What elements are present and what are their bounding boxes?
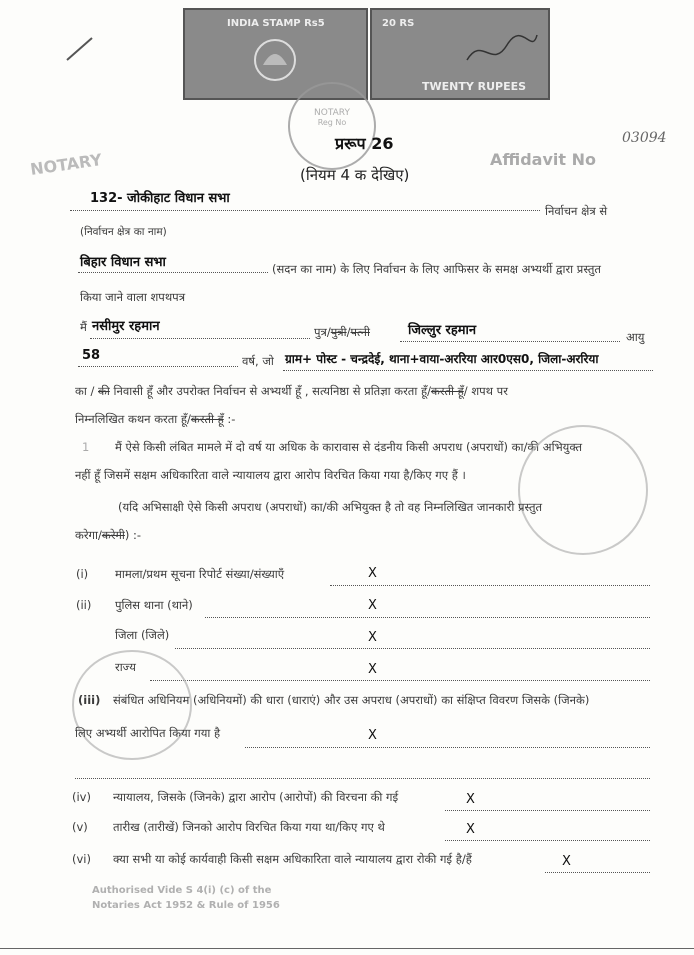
item-3-value: X [368, 728, 377, 743]
item-4-underline [445, 810, 650, 811]
item-1-num: (i) [76, 567, 89, 581]
item-state-value: X [368, 662, 377, 677]
seal-top-small: Reg No [317, 118, 347, 127]
seal-top-text: NOTARY [314, 108, 350, 118]
handwritten-number: 03094 [622, 130, 667, 146]
name-underline [90, 338, 310, 339]
father-underline [400, 341, 620, 342]
item-5-label: तारीख (तारीखें) जिनको आरोप विरचित किया गया था/किए गए थे [113, 820, 385, 834]
statement-line: निम्नलिखित कथन करता हूँ/करती हूँ :- [75, 412, 236, 426]
item-3-num: (iii) [78, 693, 101, 707]
item-3-line2: लिए अभ्यर्थी आरोपित किया गया है [75, 726, 221, 740]
item-3-underline [245, 747, 650, 748]
item-district-value: X [368, 630, 377, 645]
stamp-left-header: INDIA STAMP Rs5 [227, 18, 325, 29]
item-2-label: पुलिस थाना (थाने) [115, 598, 193, 612]
item-5-underline [445, 840, 650, 841]
affidavit-stamp: Affidavit No [490, 150, 596, 169]
item-4-label: न्यायालय, जिसके (जिनके) द्वारा आरोप (आरोपों) की विरचना की गई [113, 790, 399, 804]
pen-mark-icon [62, 30, 102, 70]
house-suffix: (सदन का नाम) के लिए निर्वाचन के लिए आफिसर के समक्ष अभ्यर्थी द्वारा प्रस्तुत [272, 262, 601, 276]
age-underline [78, 366, 238, 367]
notary-seal-right [518, 425, 648, 555]
item-6-underline [545, 872, 650, 873]
father-name: जिल्लुर रहमान [408, 323, 477, 338]
para2-line1: (यदि अभिसाक्षी ऐसे किसी अपराध (अपराधों) का/की अभियुक्त है तो वह निम्नलिखित जानकारी प्रस्तुत [118, 500, 543, 514]
stamp-paper-right [370, 8, 550, 100]
candidate-name: नसीमुर रहमान [92, 319, 160, 334]
footer-stamp-line2: Notaries Act 1952 & Rule of 1956 [92, 900, 280, 911]
relation-label: पुत्र/पुत्री/पत्नी [314, 325, 370, 339]
item-2-underline [205, 617, 650, 618]
stamp-right-value: TWENTY RUPEES [422, 80, 527, 93]
form-title: प्ररूप 26 [335, 134, 394, 153]
item-3-extra-underline [75, 778, 650, 779]
years-label: वर्ष, जो [242, 354, 274, 368]
age-label: आयु [626, 330, 645, 344]
bottom-rule [0, 948, 694, 949]
constituency-value: 132- जोकीहाट विधान सभा [90, 191, 230, 206]
item-1-value: X [368, 566, 377, 581]
signature-scribble-icon [462, 30, 542, 70]
item-1-underline [330, 585, 650, 586]
address-value: ग्राम+ पोस्ट - चन्द्रदेई, थाना+वाया-अररिया आर0एस0, जिला-अररिया [285, 352, 599, 366]
rule-reference: (नियम 4 क देखिए) [300, 166, 410, 184]
item-district-underline [175, 648, 650, 649]
affidavit-line: किया जाने वाला शपथपत्र [80, 290, 186, 304]
para1-line1: मैं ऐसे किसी लंबित मामले में दो वर्ष या अधिक के कारावास से दंडनीय किसी अपराध (अपराधों) का/की अभियुक्त [115, 440, 583, 454]
item-6-label: क्या सभी या कोई कार्यवाही किसी सक्षम अधिकारिता वाले न्यायालय द्वारा रोकी गई है/हैं [113, 852, 472, 866]
name-prefix: मैं [80, 320, 87, 334]
notary-side-stamp: NOTARY [29, 150, 104, 179]
age-value: 58 [82, 348, 101, 363]
item-5-value: X [466, 822, 475, 837]
item-1-label: मामला/प्रथम सूचना रिपोर्ट संख्या/संख्याएँ [115, 567, 285, 581]
constituency-caption: (निर्वाचन क्षेत्र का नाम) [80, 226, 167, 238]
stamp-right-header: 20 RS [382, 18, 415, 29]
constituency-suffix: निर्वाचन क्षेत्र से [545, 204, 608, 218]
house-underline [78, 272, 268, 273]
item-2-value: X [368, 598, 377, 613]
item-district-label: जिला (जिले) [115, 628, 170, 642]
item-4-value: X [466, 792, 475, 807]
item-6-value: X [562, 854, 571, 869]
footer-stamp-line1: Authorised Vide S 4(i) (c) of the [92, 885, 272, 896]
item-state-underline [150, 680, 650, 681]
item-6-num: (vi) [72, 852, 91, 866]
para1-number: 1 [82, 440, 90, 454]
para1-line2: नहीं हूँ जिसमें सक्षम अधिकारिता वाले न्यायालय द्वारा आरोप विरचित किया गया है/किए गए हैं । [75, 468, 466, 482]
item-2-num: (ii) [76, 598, 92, 612]
notary-seal-top [288, 82, 376, 170]
item-state-label: राज्य [115, 660, 136, 674]
para2-line2: करेगा/करेगी) :- [75, 528, 142, 542]
house-value: बिहार विधान सभा [80, 255, 166, 270]
item-3-line1: संबंधित अधिनियम (अधिनियमों) की धारा (धाराएं) और उस अपराध (अपराधों) का संक्षिप्त विवरण जिसके (जिनके) [113, 693, 590, 707]
address-underline [283, 370, 653, 371]
emblem-icon [245, 35, 305, 85]
item-5-num: (v) [72, 820, 88, 834]
constituency-underline [70, 210, 540, 211]
resident-line: का / की निवासी हूँ और उपरोक्त निर्वाचन से अभ्यर्थी हूँ , सत्यनिष्ठा से प्रतिज्ञा करता हूँ/करती हूँ/ शपथ पर [75, 384, 508, 398]
item-4-num: (iv) [72, 790, 91, 804]
